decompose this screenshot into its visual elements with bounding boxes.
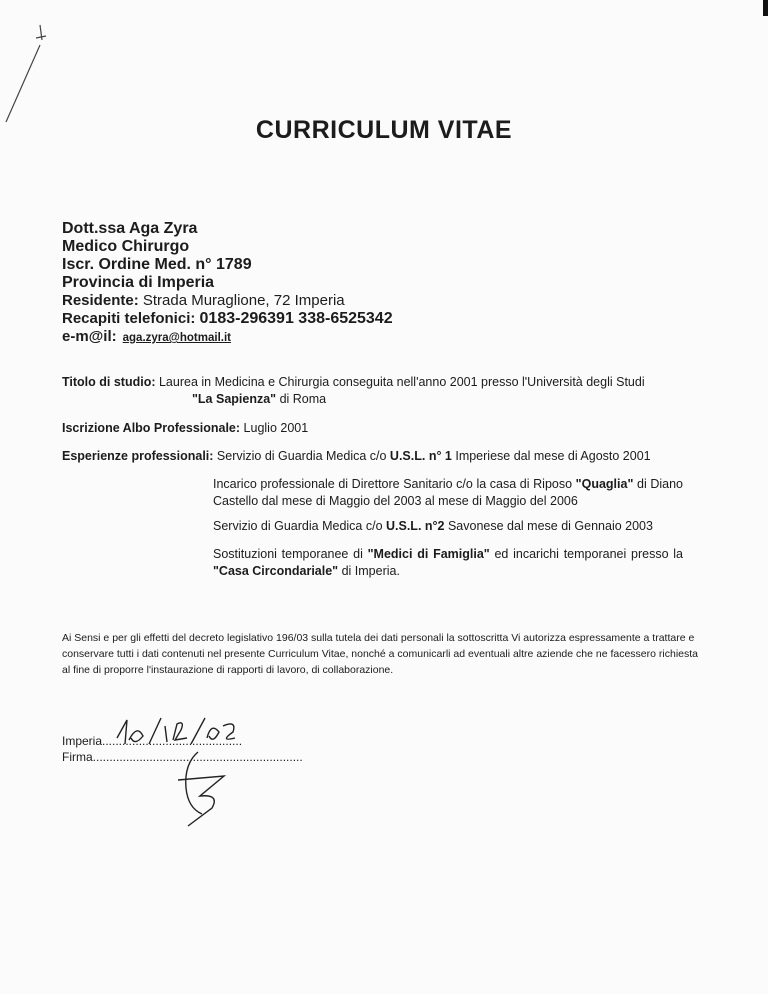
- studio-university: "La Sapienza": [192, 392, 277, 406]
- document-title: CURRICULUM VITAE: [255, 116, 513, 144]
- doctor-name: Dott.ssa Aga Zyra: [62, 220, 198, 237]
- experience-label: Esperienze professionali:: [62, 449, 214, 463]
- studio-label: Titolo di studio:: [62, 375, 156, 389]
- albo-section: [62, 420, 308, 437]
- experience-3-period: Savonese dal mese di Gennaio 2003: [444, 519, 653, 533]
- experience-3-usl: U.S.L. n°2: [386, 519, 445, 533]
- experience-2: [213, 476, 683, 510]
- albo-value: Luglio 2001: [243, 421, 309, 435]
- experience-4-prison: "Casa Circondariale": [213, 564, 339, 578]
- email-link[interactable]: aga.zyra@hotmail.it: [122, 332, 231, 344]
- signature-line: Firma...............................................................: [62, 750, 303, 764]
- experience-4-doctors: "Medici di Famiglia": [367, 547, 490, 561]
- email-label: e-m@il:: [62, 328, 117, 345]
- phone-label: Recapiti telefonici:: [62, 310, 196, 327]
- experience-1-period: Imperiese dal mese di Agosto 2001: [451, 449, 651, 463]
- experience-section: [62, 448, 707, 465]
- scan-pen-mark: [0, 0, 60, 130]
- phone-value: 0183-296391 338-6525342: [199, 310, 393, 327]
- experience-3-text: Servizio di Guardia Medica c/o: [213, 519, 386, 533]
- residence-value: Strada Muraglione, 72 Imperia: [142, 292, 345, 309]
- experience-2-period: di Diano Castello dal mese di Maggio del 2003 al mese di Maggio del 2006: [213, 477, 683, 508]
- studio-text: Laurea in Medicina e Chirurgia conseguita nell'anno 2001 presso l'Università degli Studi: [158, 375, 645, 389]
- experience-4-text: Sostituzioni temporanee di: [213, 547, 368, 561]
- experience-4-text-2: ed incarichi temporanei presso la: [489, 547, 684, 561]
- privacy-consent: Ai Sensi e per gli effetti del decreto legislativo 196/03 sulla tutela dei dati personali la sottoscritta Vi autorizza espressamente a trattare e conservare tutti i dati contenuti nel presente Curriculum Vitae, nonché a comunicarli ad eventuali altre aziende che ne facessero richiesta al fine di proporre l'instaurazione di rapporti di lavoro, di collaborazione.: [62, 632, 698, 676]
- place-date-line: Imperia..........................................: [62, 734, 243, 748]
- experience-3: [213, 518, 683, 535]
- experience-2-place: "Quaglia": [575, 477, 634, 491]
- albo-label: Iscrizione Albo Professionale:: [62, 421, 241, 435]
- email-line: [62, 328, 393, 347]
- residence-label: Residente:: [62, 292, 139, 309]
- phone-line: [62, 310, 393, 328]
- experience-1-usl: U.S.L. n° 1: [389, 449, 452, 463]
- registration-number: Iscr. Ordine Med. n° 1789: [62, 256, 252, 273]
- scan-edge-mark: [763, 0, 768, 16]
- province: Provincia di Imperia: [62, 274, 215, 291]
- studio-city: di Roma: [276, 392, 327, 406]
- experience-4: [213, 546, 683, 580]
- personal-header: [62, 220, 393, 347]
- residence-line: [62, 292, 393, 310]
- experience-1-text: Servizio di Guardia Medica c/o: [216, 449, 390, 463]
- handwritten-date: [115, 716, 245, 748]
- doctor-role: Medico Chirurgo: [62, 238, 190, 255]
- handwritten-signature: [160, 748, 240, 828]
- studio-section: [62, 374, 707, 408]
- experience-2-text: Incarico professionale di Direttore Sanitario c/o la casa di Riposo: [213, 477, 576, 491]
- experience-4-city: di Imperia.: [338, 564, 400, 578]
